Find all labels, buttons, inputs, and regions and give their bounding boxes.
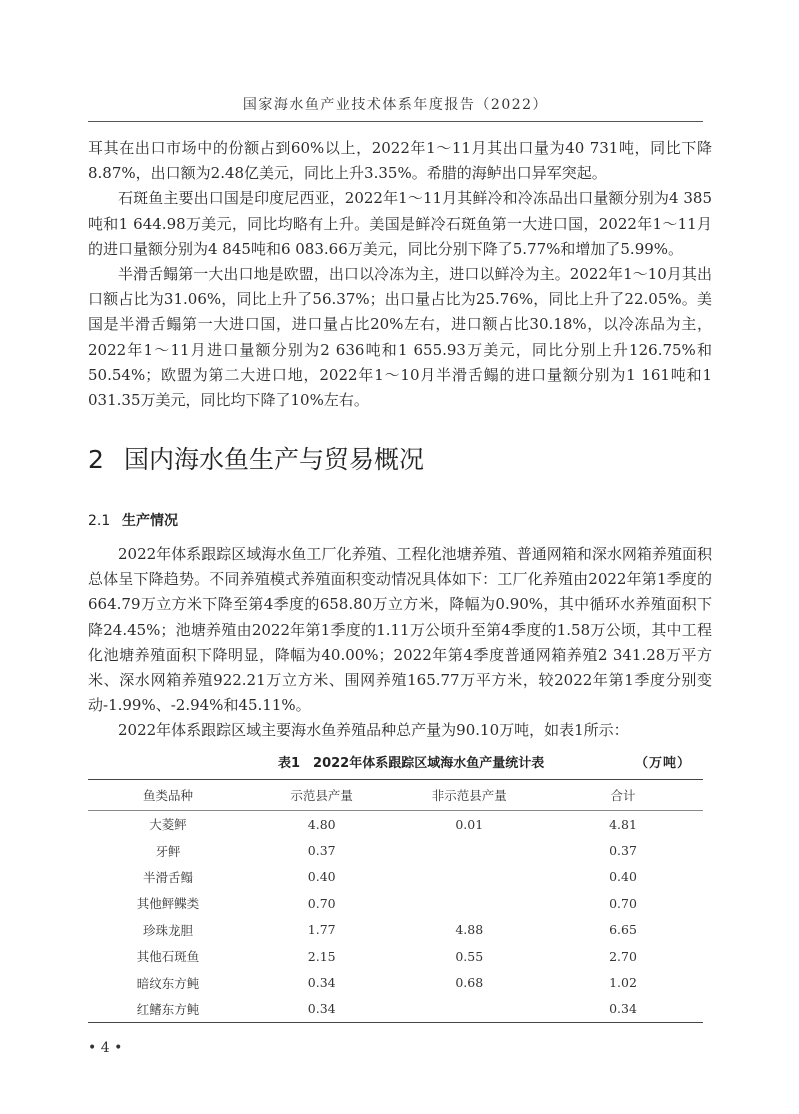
table-row (88, 890, 703, 916)
subsection-heading (88, 510, 178, 530)
cell-demo: 2.15 (307, 948, 336, 964)
column-header-non-demo-county: 非示范县产量 (395, 780, 543, 811)
body-text-top (88, 136, 712, 413)
subsection-title: 生产情况 (122, 513, 178, 529)
cell-species: 红鳍东方鲀 (88, 996, 248, 1023)
cell-total: 0.34 (543, 996, 703, 1023)
table-row (88, 864, 703, 890)
cell-species: 牙鲆 (155, 843, 181, 859)
paragraph: 2022年体系跟踪区域主要海水鱼养殖品种总产量为90.10万吨，如表1所示： (118, 721, 629, 740)
cell-total: 2.70 (609, 948, 637, 964)
cell-total: 0.70 (609, 895, 637, 911)
cell-non-demo (395, 890, 543, 916)
cell-species: 其他石斑鱼 (136, 949, 200, 965)
table-row (88, 969, 703, 995)
production-table (88, 779, 703, 1023)
table-unit: （万吨） (634, 756, 691, 771)
cell-non-demo (395, 996, 543, 1023)
section-number: 2 (88, 445, 104, 474)
cell-non-demo (395, 864, 543, 890)
cell-non-demo (395, 837, 543, 863)
cell-total: 4.81 (609, 816, 637, 832)
cell-total: 6.65 (609, 922, 637, 938)
cell-total: 0.37 (609, 843, 637, 859)
cell-demo: 0.34 (307, 975, 336, 991)
cell-demo: 0.40 (307, 869, 336, 885)
column-header-species: 鱼类品种 (88, 780, 248, 811)
cell-demo: 0.70 (307, 895, 336, 911)
column-header-demo-county: 示范县产量 (248, 780, 396, 811)
paragraph: 2022年体系跟踪区域海水鱼工厂化养殖、工程化池塘养殖、普通网箱和深水网箱养殖面积总体呈下降趋势。不同养殖模式养殖面积变动情况具体如下：工厂化养殖由2022年第1季度的664.79万立方米下降至第4季度的658.80万立方米，降幅为0.90%，其中循环水养殖面积下降24.45%；池塘养殖由2022年第1季度的1.11万公顷升至第4季度的1.58万公顷，其中工程化池塘养殖面积下降明显，降幅为40.00%；2022年第4季度普通网箱养殖2 341.28万平方米、深水网箱养殖922.21万立方米、围网养殖165.77万平方米，较2022年第1季度分别变动-1.99%、-2.94%和45.11%。 (88, 545, 712, 715)
cell-total: 1.02 (609, 975, 637, 991)
table-row (88, 811, 703, 838)
cell-non-demo: 0.68 (455, 975, 484, 991)
table-header-row (88, 780, 703, 811)
cell-species: 珍珠龙胆 (142, 922, 193, 938)
table-row (88, 837, 703, 863)
paragraph: 耳其在出口市场中的份额占到60%以上，2022年1～11月其出口量为40 731吨，同比下降8.87%，出口额为2.48亿美元，同比上升3.35%。希腊的海鲈出口异军突起。 (88, 139, 712, 183)
table-row (88, 917, 703, 943)
cell-species: 大菱鲆 (149, 817, 187, 833)
paragraph: 石斑鱼主要出口国是印度尼西亚，2022年1～11月其鲜冷和冷冻品出口量额分别为4 385吨和1 644.98万美元，同比均略有上升。美国是鲜冷石斑鱼第一大进口国，2022年1～11月的进口量额分别为4 845吨和6 083.66万美元，同比分别下降了5.77%和增加了5.99%。 (88, 189, 712, 258)
cell-species: 其他鲆鲽类 (136, 896, 200, 912)
cell-demo: 1.77 (307, 922, 336, 938)
table-row (88, 996, 703, 1023)
table-title: 表1 2022年体系跟踪区域海水鱼产量统计表 (278, 756, 545, 771)
header-rule (88, 121, 703, 122)
cell-species: 暗纹东方鲀 (136, 975, 200, 991)
cell-total: 0.40 (609, 869, 637, 885)
cell-demo: 0.34 (248, 996, 396, 1023)
running-header: 国家海水鱼产业技术体系年度报告（2022） (242, 97, 549, 113)
body-text-section (88, 542, 712, 744)
cell-demo: 4.80 (307, 816, 336, 832)
section-title: 国内海水鱼生产与贸易概况 (124, 445, 425, 474)
section-heading (88, 440, 424, 476)
cell-non-demo: 0.55 (455, 948, 484, 964)
cell-non-demo: 0.01 (455, 816, 484, 832)
cell-non-demo: 4.88 (455, 922, 484, 938)
column-header-total: 合计 (543, 780, 703, 811)
table-row (88, 943, 703, 969)
page-number: • 4 • (88, 1040, 123, 1056)
paragraph: 半滑舌鳎第一大出口地是欧盟，出口以冷冻为主，进口以鲜冷为主。2022年1～10月其出口额占比为31.06%，同比上升了56.37%；出口量占比为25.76%，同比上升了22.05%。美国是半滑舌鳎第一大进口国，进口量占比20%左右，进口额占比30.18%，以冷冻品为主，2022年1～11月进口量额分别为2 636吨和1 655.93万美元，同比分别上升126.75%和50.54%；欧盟为第二大进口地，2022年1～10月半滑舌鳎的进口量额分别为1 161吨和1 031.35万美元，同比均下降了10%左右。 (88, 265, 712, 410)
cell-demo: 0.37 (307, 843, 336, 859)
subsection-number: 2.1 (88, 513, 111, 529)
cell-species: 半滑舌鳎 (142, 869, 193, 885)
